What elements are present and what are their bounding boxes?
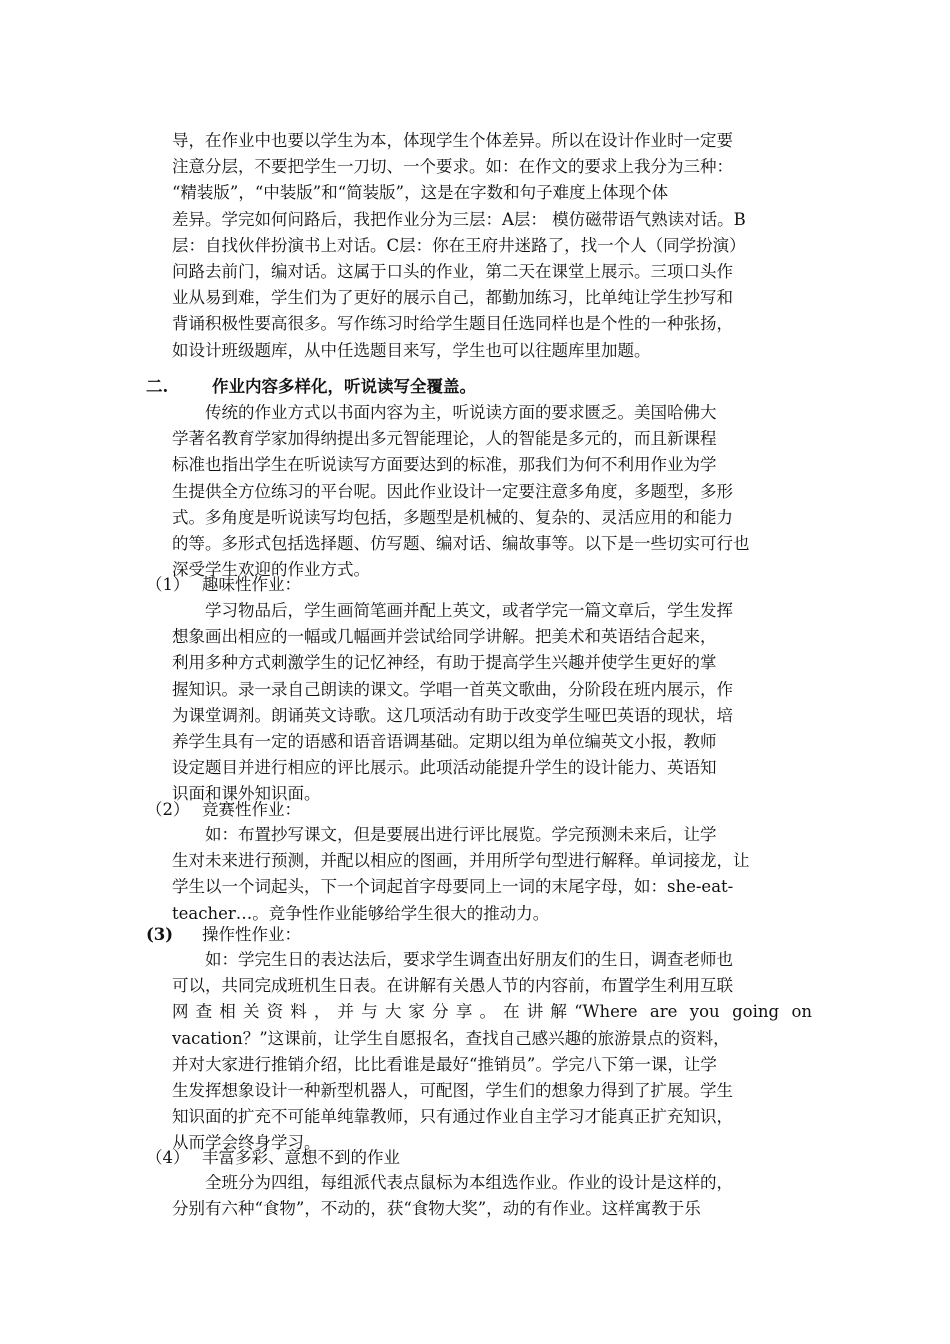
text-line: 注意分层，不要把学生一刀切、一个要求。如：在作文的要求上我分为三种： [172, 157, 733, 177]
text-line: 式。多角度是听说读写均包括，多题型是机械的、复杂的、灵活应用的和能力 [172, 507, 733, 527]
text-line: 深受学生欢迎的作业方式。 [172, 560, 370, 580]
section-title: 作业内容多样化，听说读写全覆盖。 [212, 377, 476, 396]
text-line: 分别有六种“食物”，不动的，获“食物大奖”，动的有作业。这样寓教于乐 [172, 1199, 701, 1219]
text-line: 生发挥想象设计一种新型机器人，可配图，学生们的想象力得到了扩展。学生 [172, 1081, 733, 1101]
section-heading [146, 374, 476, 400]
text-line: 利用多种方式刺激学生的记忆神经，有助于提高学生兴趣并使学生更好的掌 [172, 653, 717, 673]
text-line: 学习物品后，学生画简笔画并配上英文，或者学完一篇文章后，学生发挥 [205, 601, 733, 620]
text-line: 并对大家进行推销介绍，比比看谁是最好“推销员”。学完八下第一课，让学 [172, 1054, 717, 1074]
subsection-heading [146, 1145, 400, 1171]
section-number: 二. [146, 377, 169, 396]
text-line: teacher…。竞争性作业能够给学生很大的推动力。 [172, 903, 550, 923]
subsection-heading [146, 922, 301, 948]
text-line: 如设计班级题库，从中任选题目来写，学生也可以往题库里加题。 [172, 340, 651, 360]
text-line: 导，在作业中也要以学生为本，体现学生个体差异。所以在设计作业时一定要 [172, 131, 733, 150]
text-line: 养学生具有一定的语感和语音语调基础。定期以组为单位编英文小报，教师 [172, 732, 717, 752]
subsection-title: 操作性作业： [202, 925, 301, 944]
text-line: vacation？”这课前，让学生自愿报名，查找自己感兴趣的旅游景点的资料， [172, 1028, 730, 1048]
subsection-paragraph [172, 947, 812, 1157]
subsection-number: (3) [146, 925, 174, 944]
text-line: 网查相关资料，并与大家分享。在讲解“Where are you going on [172, 1002, 812, 1022]
subsection-number: （2） [146, 800, 190, 819]
text-line: 握知识。录一录自己朗读的课文。学唱一首英文歌曲，分阶段在班内展示，作 [172, 679, 733, 699]
text-line: 背诵积极性要高很多。写作练习时给学生题目任选同样也是个性的一种张扬， [172, 314, 733, 334]
text-line: 层：自找伙伴扮演书上对话。C层：你在王府井迷路了，找一个人（同学扮演） [172, 235, 746, 255]
subsection-paragraph [172, 1170, 812, 1222]
subsection-title: 丰富多彩、意想不到的作业 [202, 1148, 400, 1167]
subsection-heading [146, 572, 301, 598]
text-line: 学生以一个词起头，下一个词起首字母要同上一词的末尾字母，如：she-eat- [172, 877, 734, 897]
text-line: 想象画出相应的一幅或几幅画并尝试给同学讲解。把美术和英语结合起来， [172, 627, 717, 647]
text-line: 可以，共同完成班机生日表。在讲解有关愚人节的内容前，布置学生利用互联 [172, 976, 733, 996]
subsection-number: （1） [146, 575, 190, 594]
text-line: 问路去前门，编对话。这属于口头的作业，第二天在课堂上展示。三项口头作 [172, 262, 733, 282]
text-line: 生提供全方位练习的平台呢。因此作业设计一定要注意多角度，多题型，多形 [172, 481, 733, 501]
text-line: 学著名教育学家加得纳提出多元智能理论，人的智能是多元的，而且新课程 [172, 429, 717, 449]
text-line: 设定题目并进行相应的评比展示。此项活动能提升学生的设计能力、英语知 [172, 758, 717, 778]
text-line: 标准也指出学生在听说读写方面要达到的标准，那我们为何不利用作业为学 [172, 455, 717, 475]
text-line: 如：学完生日的表达法后，要求学生调查出好朋友们的生日，调查老师也 [205, 950, 733, 969]
text-line: 知识面的扩充不可能单纯靠教师，只有通过作业自主学习才能真正扩充知识， [172, 1107, 733, 1127]
text-line: 识面和课外知识面。 [172, 784, 321, 804]
text-line: 全班分为四组，每组派代表点鼠标为本组选作业。作业的设计是这样的， [205, 1173, 733, 1192]
text-line: 生对未来进行预测，并配以相应的图画，并用所学句型进行解释。单词接龙，让 [172, 851, 750, 871]
subsection-title: 趣味性作业： [202, 575, 301, 594]
subsection-paragraph [172, 822, 812, 927]
subsection-number: （4） [146, 1148, 190, 1167]
text-line: 为课堂调剂。朗诵英文诗歌。这几项活动有助于改变学生哑巴英语的现状，培 [172, 705, 733, 725]
text-line: 如：布置抄写课文，但是要展出进行评比展览。学完预测未来后，让学 [205, 825, 717, 844]
section-paragraph [172, 400, 812, 583]
subsection-heading [146, 797, 301, 823]
subsection-title: 竞赛性作业： [202, 800, 301, 819]
text-line: 业从易到难，学生们为了更好的展示自己，都勤加练习，比单纯让学生抄写和 [172, 288, 733, 308]
text-line: 传统的作业方式以书面内容为主，听说读方面的要求匮乏。美国哈佛大 [205, 403, 717, 422]
text-line: “精装版”，“中装版”和“简装版”，这是在字数和句子难度上体现个体 [172, 183, 669, 203]
intro-paragraph [172, 128, 812, 364]
text-line: 差异。学完如何问路后，我把作业分为三层：A层： 模仿磁带语气熟读对话。B [172, 209, 746, 229]
text-line: 从而学会终身学习。 [172, 1133, 321, 1153]
text-line: 的等。多形式包括选择题、仿写题、编对话、编故事等。以下是一些切实可行也 [172, 534, 750, 554]
subsection-paragraph [172, 598, 812, 808]
